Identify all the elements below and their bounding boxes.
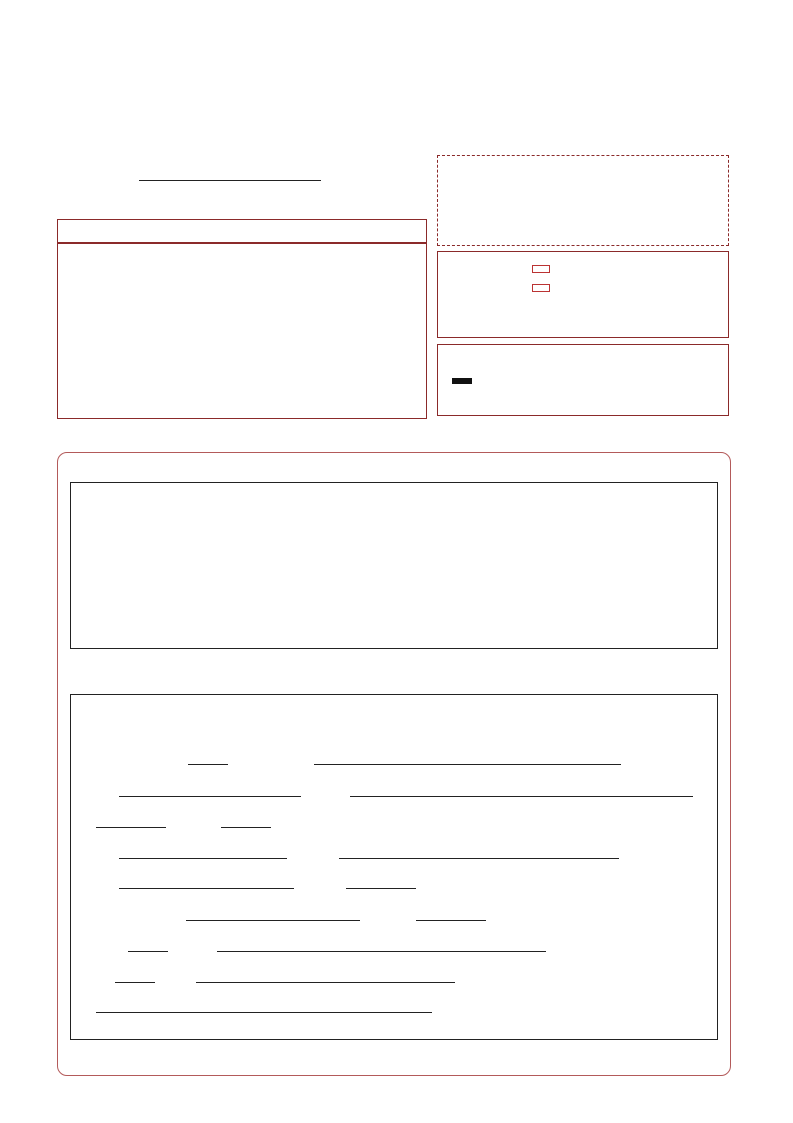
q21-5-answer-line[interactable] xyxy=(339,858,619,859)
filled-mark-icon xyxy=(452,378,472,384)
q22-2-answer-line-b[interactable] xyxy=(217,951,546,952)
notice-item xyxy=(66,248,422,272)
q22-2-answer-line-a[interactable] xyxy=(128,951,168,952)
notice-heading xyxy=(57,219,427,243)
violation-mark-row xyxy=(524,280,550,294)
notice-body xyxy=(57,243,427,419)
top-timing-marks xyxy=(49,38,745,52)
q21-6-answer-line[interactable] xyxy=(119,888,294,889)
notice-item xyxy=(66,272,422,296)
student-name-field[interactable] xyxy=(139,180,321,181)
q22-1-answer-line-b[interactable] xyxy=(416,920,486,921)
q22-3-answer-line-a[interactable] xyxy=(115,982,155,983)
notice-item xyxy=(66,295,422,319)
proctor-only-box xyxy=(437,251,729,338)
non-choice-box xyxy=(70,694,718,1040)
barcode-area xyxy=(437,155,729,246)
q21-2-answer-line[interactable] xyxy=(314,764,621,765)
q21-3-answer-line-d[interactable] xyxy=(221,827,271,828)
q21-3-answer-line-b[interactable] xyxy=(350,796,693,797)
absent-checkbox[interactable] xyxy=(532,265,550,273)
notice-item xyxy=(66,319,422,343)
absent-mark-row xyxy=(524,261,550,275)
student-name-row xyxy=(67,163,137,178)
q21-1-answer-line[interactable] xyxy=(188,764,228,765)
multiple-choice-box xyxy=(70,482,718,649)
q22-3-answer-line-c[interactable] xyxy=(96,1012,432,1013)
q21-7-answer-line[interactable] xyxy=(346,888,416,889)
q21-3-answer-line-a[interactable] xyxy=(119,796,301,797)
q22-3-answer-line-b[interactable] xyxy=(196,982,455,983)
wrong-fill-row xyxy=(449,395,473,409)
violation-checkbox[interactable] xyxy=(532,284,550,292)
q21-4-answer-line[interactable] xyxy=(119,858,287,859)
q21-3-answer-line-c[interactable] xyxy=(96,827,166,828)
correct-fill-row xyxy=(449,373,472,387)
q22-1-answer-line-a[interactable] xyxy=(186,920,360,921)
fill-sample-box xyxy=(437,344,729,416)
